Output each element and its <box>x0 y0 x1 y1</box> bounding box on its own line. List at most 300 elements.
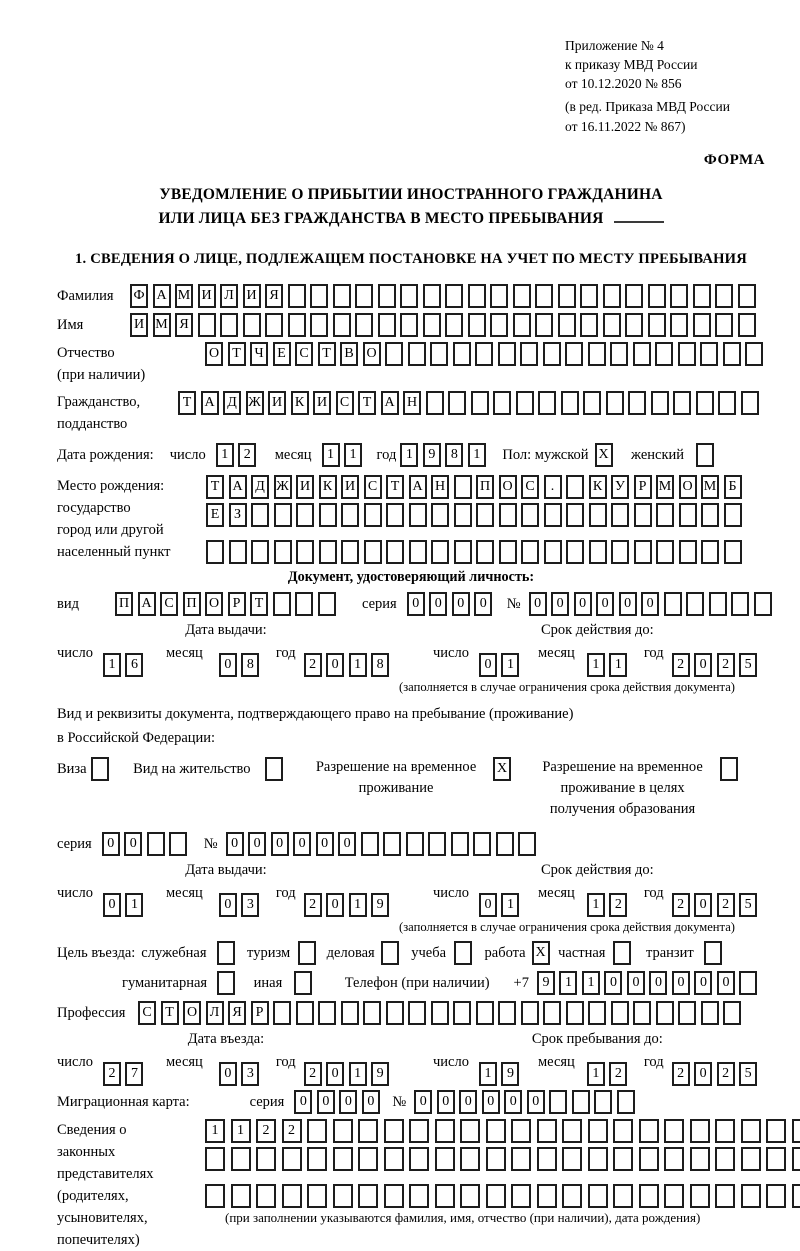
form-cell[interactable] <box>384 1147 404 1171</box>
form-cell[interactable] <box>217 971 235 995</box>
form-cell[interactable]: Р <box>634 475 652 499</box>
form-cell[interactable]: Л <box>206 1001 224 1025</box>
form-cell[interactable] <box>435 1119 455 1143</box>
form-cell[interactable]: 1 <box>501 653 519 677</box>
form-cell[interactable] <box>493 391 511 415</box>
form-cell[interactable] <box>431 540 449 564</box>
form-cell[interactable] <box>792 1184 800 1208</box>
form-cell[interactable]: 1 <box>322 443 340 467</box>
form-cell[interactable]: 0 <box>226 832 244 856</box>
form-cell[interactable]: 2 <box>609 1062 627 1086</box>
form-cell[interactable] <box>516 391 534 415</box>
form-cell[interactable] <box>473 832 491 856</box>
form-cell[interactable] <box>498 342 516 366</box>
form-cell[interactable] <box>231 1184 251 1208</box>
form-cell[interactable] <box>588 1119 608 1143</box>
form-cell[interactable] <box>611 1001 629 1025</box>
form-cell[interactable] <box>693 313 711 337</box>
form-cell[interactable]: Ж <box>274 475 292 499</box>
form-cell[interactable] <box>408 342 426 366</box>
form-cell[interactable] <box>603 284 621 308</box>
form-cell[interactable] <box>537 1147 557 1171</box>
form-cell[interactable]: 0 <box>124 832 142 856</box>
form-cell[interactable]: 0 <box>474 592 492 616</box>
form-cell[interactable]: 2 <box>672 1062 690 1086</box>
form-cell[interactable]: 8 <box>241 653 259 677</box>
form-cell[interactable]: Р <box>228 592 246 616</box>
form-cell[interactable]: И <box>341 475 359 499</box>
form-cell[interactable] <box>679 503 697 527</box>
form-cell[interactable]: С <box>295 342 313 366</box>
form-cell[interactable] <box>696 443 714 467</box>
form-cell[interactable]: 0 <box>316 832 334 856</box>
form-cell[interactable] <box>435 1147 455 1171</box>
form-cell[interactable]: 1 <box>231 1119 251 1143</box>
form-cell[interactable] <box>588 1147 608 1171</box>
form-cell[interactable] <box>476 540 494 564</box>
form-cell[interactable]: X <box>493 757 511 781</box>
form-cell[interactable] <box>617 1090 635 1114</box>
form-cell[interactable] <box>361 832 379 856</box>
form-cell[interactable]: 6 <box>125 653 143 677</box>
form-cell[interactable] <box>580 284 598 308</box>
form-cell[interactable]: 2 <box>103 1062 121 1086</box>
form-cell[interactable]: Я <box>228 1001 246 1025</box>
form-cell[interactable]: 2 <box>672 653 690 677</box>
form-cell[interactable] <box>358 1119 378 1143</box>
form-cell[interactable] <box>701 503 719 527</box>
form-cell[interactable] <box>310 284 328 308</box>
form-cell[interactable] <box>454 941 472 965</box>
form-cell[interactable] <box>294 971 312 995</box>
form-cell[interactable]: 1 <box>587 1062 605 1086</box>
form-cell[interactable]: Т <box>318 342 336 366</box>
form-cell[interactable]: 0 <box>717 971 735 995</box>
form-cell[interactable] <box>498 1001 516 1025</box>
form-cell[interactable] <box>679 540 697 564</box>
form-cell[interactable]: Я <box>265 284 283 308</box>
form-cell[interactable] <box>454 475 472 499</box>
form-cell[interactable] <box>700 342 718 366</box>
form-cell[interactable] <box>400 284 418 308</box>
form-cell[interactable]: 0 <box>641 592 659 616</box>
form-cell[interactable]: 1 <box>216 443 234 467</box>
form-cell[interactable] <box>358 1147 378 1171</box>
form-cell[interactable] <box>566 475 584 499</box>
form-cell[interactable] <box>613 1147 633 1171</box>
form-cell[interactable] <box>296 540 314 564</box>
form-cell[interactable] <box>544 503 562 527</box>
form-cell[interactable]: 1 <box>587 893 605 917</box>
form-cell[interactable]: 2 <box>304 653 322 677</box>
form-cell[interactable]: Ж <box>246 391 264 415</box>
form-cell[interactable] <box>408 1001 426 1025</box>
form-cell[interactable]: 2 <box>717 1062 735 1086</box>
form-cell[interactable] <box>358 1184 378 1208</box>
form-cell[interactable] <box>639 1119 659 1143</box>
form-cell[interactable]: А <box>138 592 156 616</box>
form-cell[interactable]: М <box>153 313 171 337</box>
form-cell[interactable] <box>741 1184 761 1208</box>
form-cell[interactable] <box>282 1147 302 1171</box>
form-cell[interactable] <box>738 284 756 308</box>
form-cell[interactable] <box>409 1119 429 1143</box>
form-cell[interactable] <box>511 1184 531 1208</box>
form-cell[interactable] <box>406 832 424 856</box>
form-cell[interactable] <box>715 1147 735 1171</box>
form-cell[interactable] <box>566 503 584 527</box>
form-cell[interactable] <box>589 540 607 564</box>
form-cell[interactable] <box>718 391 736 415</box>
form-cell[interactable] <box>670 284 688 308</box>
form-cell[interactable] <box>307 1119 327 1143</box>
form-cell[interactable] <box>468 313 486 337</box>
form-cell[interactable] <box>341 540 359 564</box>
form-cell[interactable]: 0 <box>459 1090 477 1114</box>
form-cell[interactable]: А <box>229 475 247 499</box>
form-cell[interactable] <box>566 1001 584 1025</box>
form-cell[interactable] <box>741 1119 761 1143</box>
form-cell[interactable] <box>521 503 539 527</box>
form-cell[interactable]: 1 <box>582 971 600 995</box>
form-cell[interactable]: 0 <box>504 1090 522 1114</box>
form-cell[interactable] <box>731 592 749 616</box>
form-cell[interactable] <box>460 1147 480 1171</box>
form-cell[interactable]: 1 <box>468 443 486 467</box>
form-cell[interactable] <box>468 284 486 308</box>
form-cell[interactable]: . <box>544 475 562 499</box>
form-cell[interactable]: 5 <box>739 653 757 677</box>
form-cell[interactable]: 9 <box>371 1062 389 1086</box>
form-cell[interactable] <box>431 1001 449 1025</box>
form-cell[interactable] <box>355 313 373 337</box>
form-cell[interactable]: 3 <box>241 1062 259 1086</box>
form-cell[interactable] <box>678 1001 696 1025</box>
form-cell[interactable] <box>655 342 673 366</box>
form-cell[interactable] <box>251 503 269 527</box>
form-cell[interactable]: 0 <box>619 592 637 616</box>
form-cell[interactable] <box>538 391 556 415</box>
form-cell[interactable] <box>453 1001 471 1025</box>
form-cell[interactable] <box>651 391 669 415</box>
form-cell[interactable] <box>673 391 691 415</box>
form-cell[interactable] <box>217 941 235 965</box>
form-cell[interactable]: И <box>198 284 216 308</box>
form-cell[interactable] <box>364 540 382 564</box>
form-cell[interactable] <box>499 503 517 527</box>
form-cell[interactable]: Т <box>178 391 196 415</box>
form-cell[interactable]: 9 <box>501 1062 519 1086</box>
form-cell[interactable]: К <box>589 475 607 499</box>
form-cell[interactable] <box>562 1147 582 1171</box>
form-cell[interactable]: Ч <box>250 342 268 366</box>
form-cell[interactable] <box>562 1184 582 1208</box>
form-cell[interactable] <box>656 503 674 527</box>
form-cell[interactable] <box>147 832 165 856</box>
form-cell[interactable]: 0 <box>551 592 569 616</box>
form-cell[interactable]: 0 <box>604 971 622 995</box>
form-cell[interactable]: 0 <box>326 1062 344 1086</box>
form-cell[interactable] <box>333 1147 353 1171</box>
form-cell[interactable] <box>562 1119 582 1143</box>
form-cell[interactable] <box>634 540 652 564</box>
form-cell[interactable] <box>205 1184 225 1208</box>
form-cell[interactable] <box>355 284 373 308</box>
form-cell[interactable]: 1 <box>587 653 605 677</box>
form-cell[interactable]: 2 <box>304 1062 322 1086</box>
form-cell[interactable] <box>613 941 631 965</box>
form-cell[interactable] <box>274 503 292 527</box>
form-cell[interactable] <box>696 391 714 415</box>
form-cell[interactable]: 9 <box>371 893 389 917</box>
form-cell[interactable] <box>486 1184 506 1208</box>
form-cell[interactable]: О <box>205 342 223 366</box>
form-cell[interactable] <box>333 284 351 308</box>
form-cell[interactable]: 0 <box>574 592 592 616</box>
form-cell[interactable]: 5 <box>739 1062 757 1086</box>
form-cell[interactable] <box>634 503 652 527</box>
form-cell[interactable] <box>231 1147 251 1171</box>
form-cell[interactable] <box>409 540 427 564</box>
form-cell[interactable]: 0 <box>102 832 120 856</box>
form-cell[interactable] <box>535 313 553 337</box>
form-cell[interactable] <box>513 313 531 337</box>
form-cell[interactable] <box>499 540 517 564</box>
form-cell[interactable]: С <box>364 475 382 499</box>
form-cell[interactable] <box>633 1001 651 1025</box>
form-cell[interactable] <box>690 1184 710 1208</box>
form-cell[interactable] <box>723 342 741 366</box>
form-cell[interactable]: 0 <box>596 592 614 616</box>
form-cell[interactable] <box>664 1184 684 1208</box>
form-cell[interactable] <box>448 391 466 415</box>
form-cell[interactable] <box>520 342 538 366</box>
form-cell[interactable]: 1 <box>349 893 367 917</box>
form-cell[interactable] <box>296 503 314 527</box>
form-cell[interactable]: Я <box>175 313 193 337</box>
form-cell[interactable]: 1 <box>205 1119 225 1143</box>
form-cell[interactable] <box>558 284 576 308</box>
form-cell[interactable] <box>431 503 449 527</box>
form-cell[interactable]: 0 <box>326 653 344 677</box>
form-cell[interactable]: И <box>268 391 286 415</box>
form-cell[interactable] <box>580 313 598 337</box>
form-cell[interactable] <box>288 284 306 308</box>
form-cell[interactable]: В <box>340 342 358 366</box>
form-cell[interactable] <box>490 284 508 308</box>
form-cell[interactable] <box>318 1001 336 1025</box>
form-cell[interactable] <box>513 284 531 308</box>
form-cell[interactable] <box>383 832 401 856</box>
form-cell[interactable]: 0 <box>293 832 311 856</box>
form-cell[interactable]: 0 <box>672 971 690 995</box>
form-cell[interactable] <box>333 1119 353 1143</box>
form-cell[interactable] <box>766 1119 786 1143</box>
form-cell[interactable] <box>572 1090 590 1114</box>
form-cell[interactable] <box>384 1184 404 1208</box>
form-cell[interactable] <box>454 540 472 564</box>
form-cell[interactable] <box>243 313 261 337</box>
form-cell[interactable]: 0 <box>529 592 547 616</box>
form-cell[interactable] <box>701 540 719 564</box>
form-cell[interactable]: 0 <box>271 832 289 856</box>
form-cell[interactable] <box>333 1184 353 1208</box>
form-cell[interactable] <box>471 391 489 415</box>
form-cell[interactable]: С <box>521 475 539 499</box>
form-cell[interactable] <box>296 1001 314 1025</box>
form-cell[interactable] <box>611 540 629 564</box>
form-cell[interactable] <box>723 1001 741 1025</box>
form-cell[interactable]: 0 <box>103 893 121 917</box>
form-cell[interactable]: 2 <box>717 653 735 677</box>
form-cell[interactable] <box>633 342 651 366</box>
form-cell[interactable] <box>544 540 562 564</box>
form-cell[interactable] <box>307 1184 327 1208</box>
form-cell[interactable] <box>588 342 606 366</box>
form-cell[interactable] <box>490 313 508 337</box>
form-cell[interactable] <box>754 592 772 616</box>
form-cell[interactable]: 1 <box>125 893 143 917</box>
form-cell[interactable] <box>364 503 382 527</box>
form-cell[interactable] <box>656 540 674 564</box>
form-cell[interactable] <box>738 313 756 337</box>
form-cell[interactable] <box>454 503 472 527</box>
form-cell[interactable] <box>318 592 336 616</box>
form-cell[interactable] <box>423 313 441 337</box>
form-cell[interactable] <box>256 1147 276 1171</box>
form-cell[interactable] <box>558 313 576 337</box>
form-cell[interactable] <box>724 540 742 564</box>
form-cell[interactable]: А <box>381 391 399 415</box>
form-cell[interactable]: 2 <box>238 443 256 467</box>
form-cell[interactable] <box>476 503 494 527</box>
form-cell[interactable]: А <box>153 284 171 308</box>
form-cell[interactable] <box>460 1184 480 1208</box>
form-cell[interactable] <box>453 342 471 366</box>
form-cell[interactable]: С <box>160 592 178 616</box>
form-cell[interactable] <box>741 1147 761 1171</box>
form-cell[interactable] <box>198 313 216 337</box>
form-cell[interactable] <box>792 1147 800 1171</box>
form-cell[interactable] <box>273 1001 291 1025</box>
form-cell[interactable] <box>715 1184 735 1208</box>
form-cell[interactable] <box>625 284 643 308</box>
form-cell[interactable] <box>741 391 759 415</box>
form-cell[interactable] <box>206 540 224 564</box>
form-cell[interactable]: 0 <box>414 1090 432 1114</box>
form-cell[interactable]: 9 <box>423 443 441 467</box>
form-cell[interactable] <box>745 342 763 366</box>
form-cell[interactable]: М <box>175 284 193 308</box>
form-cell[interactable] <box>423 284 441 308</box>
form-cell[interactable] <box>521 1001 539 1025</box>
form-cell[interactable] <box>715 313 733 337</box>
form-cell[interactable] <box>435 1184 455 1208</box>
form-cell[interactable] <box>409 1184 429 1208</box>
form-cell[interactable]: 0 <box>317 1090 335 1114</box>
form-cell[interactable]: X <box>595 443 613 467</box>
form-cell[interactable]: У <box>611 475 629 499</box>
form-cell[interactable] <box>386 1001 404 1025</box>
form-cell[interactable]: 2 <box>717 893 735 917</box>
form-cell[interactable] <box>256 1184 276 1208</box>
form-cell[interactable] <box>537 1119 557 1143</box>
form-cell[interactable] <box>709 592 727 616</box>
form-cell[interactable] <box>720 757 738 781</box>
form-cell[interactable] <box>428 832 446 856</box>
form-cell[interactable] <box>543 342 561 366</box>
form-cell[interactable] <box>686 592 704 616</box>
form-cell[interactable]: 0 <box>694 653 712 677</box>
form-cell[interactable]: 1 <box>400 443 418 467</box>
form-cell[interactable] <box>319 540 337 564</box>
form-cell[interactable]: 0 <box>694 971 712 995</box>
form-cell[interactable] <box>341 503 359 527</box>
form-cell[interactable] <box>704 941 722 965</box>
form-cell[interactable] <box>385 342 403 366</box>
form-cell[interactable] <box>91 757 109 781</box>
form-cell[interactable] <box>295 592 313 616</box>
form-cell[interactable]: 0 <box>694 893 712 917</box>
form-cell[interactable]: 0 <box>407 592 425 616</box>
form-cell[interactable]: А <box>201 391 219 415</box>
form-cell[interactable]: 2 <box>609 893 627 917</box>
form-cell[interactable] <box>426 391 444 415</box>
form-cell[interactable]: К <box>319 475 337 499</box>
form-cell[interactable]: 0 <box>479 653 497 677</box>
form-cell[interactable] <box>307 1147 327 1171</box>
form-cell[interactable] <box>588 1184 608 1208</box>
form-cell[interactable] <box>639 1147 659 1171</box>
form-cell[interactable]: 0 <box>527 1090 545 1114</box>
form-cell[interactable]: П <box>115 592 133 616</box>
form-cell[interactable]: 0 <box>338 832 356 856</box>
form-cell[interactable]: 1 <box>349 653 367 677</box>
form-cell[interactable] <box>589 503 607 527</box>
form-cell[interactable]: М <box>656 475 674 499</box>
form-cell[interactable] <box>610 342 628 366</box>
form-cell[interactable] <box>690 1147 710 1171</box>
form-cell[interactable]: М <box>701 475 719 499</box>
form-cell[interactable]: 9 <box>537 971 555 995</box>
form-cell[interactable] <box>476 1001 494 1025</box>
form-cell[interactable] <box>613 1184 633 1208</box>
form-cell[interactable] <box>451 832 469 856</box>
form-cell[interactable]: К <box>291 391 309 415</box>
form-cell[interactable] <box>409 503 427 527</box>
form-cell[interactable] <box>518 832 536 856</box>
form-cell[interactable] <box>664 592 682 616</box>
form-cell[interactable]: С <box>138 1001 156 1025</box>
form-cell[interactable]: 1 <box>609 653 627 677</box>
form-cell[interactable] <box>274 540 292 564</box>
form-cell[interactable] <box>511 1147 531 1171</box>
form-cell[interactable] <box>445 284 463 308</box>
form-cell[interactable]: 3 <box>241 893 259 917</box>
form-cell[interactable]: Т <box>206 475 224 499</box>
form-cell[interactable] <box>543 1001 561 1025</box>
form-cell[interactable] <box>715 1119 735 1143</box>
form-cell[interactable] <box>594 1090 612 1114</box>
form-cell[interactable] <box>381 941 399 965</box>
form-cell[interactable] <box>409 1147 429 1171</box>
form-cell[interactable]: 0 <box>437 1090 455 1114</box>
form-cell[interactable]: Т <box>358 391 376 415</box>
form-cell[interactable] <box>386 503 404 527</box>
form-cell[interactable] <box>656 1001 674 1025</box>
form-cell[interactable]: Е <box>206 503 224 527</box>
form-cell[interactable]: С <box>336 391 354 415</box>
